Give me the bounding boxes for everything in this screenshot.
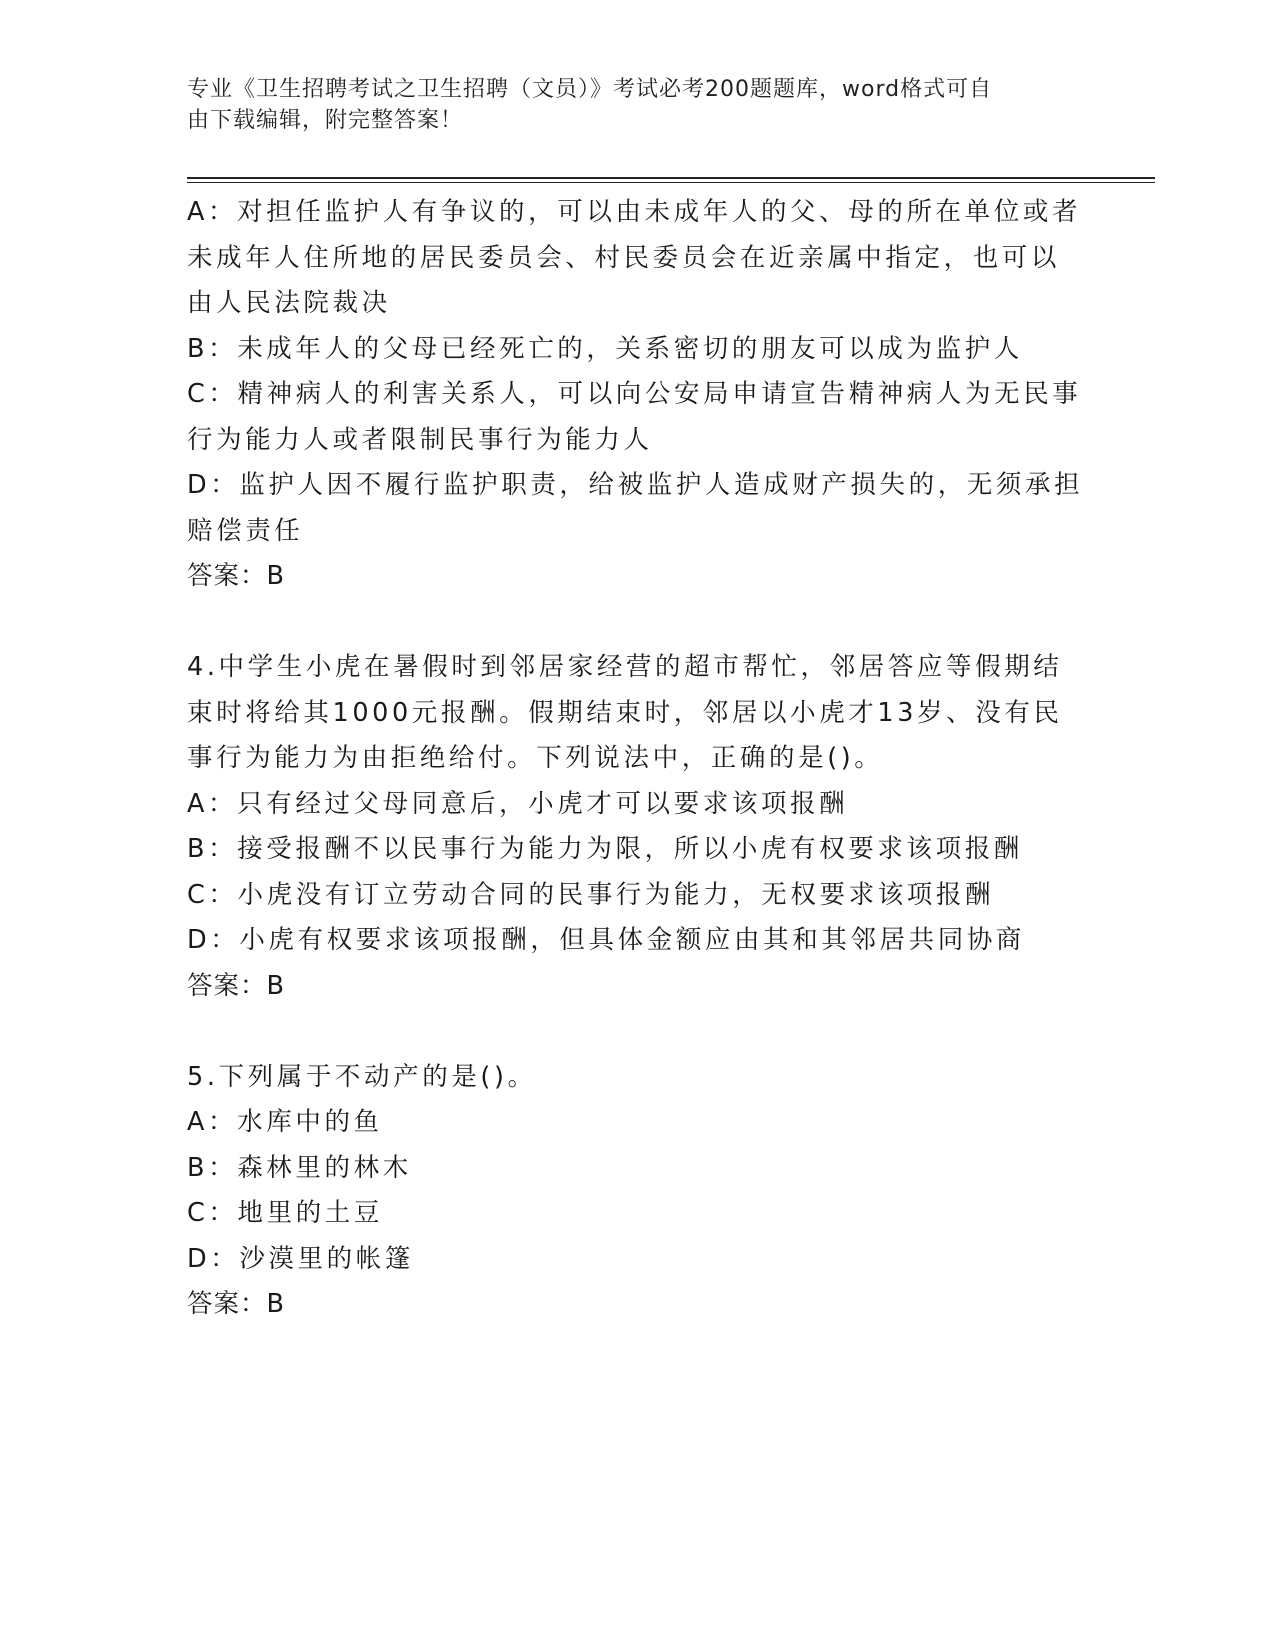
option-c: C：小虎没有订立劳动合同的民事行为能力，无权要求该项报酬 xyxy=(187,879,995,910)
spacer xyxy=(187,1009,1087,1055)
option-line: D：监护人因不履行监护职责，给被监护人造成财产损失的，无须承担 xyxy=(187,470,1084,500)
header-line-1: 专业《卫生招聘考试之卫生招聘（文员）》考试必考200题题库，word格式可自 xyxy=(187,77,993,102)
stem-line: 束时将给其1000元报酬。假期结束时，邻居以小虎才13岁、没有民 xyxy=(187,697,1063,728)
spacer xyxy=(187,600,1087,646)
header-divider-thin xyxy=(187,182,1155,183)
stem-line: 4.中学生小虎在暑假时到邻居家经营的超市帮忙，邻居答应等假期结 xyxy=(187,652,1063,682)
header-line-2: 由下载编辑，附完整答案！ xyxy=(187,108,464,133)
option-line: 赔偿责任 xyxy=(187,515,304,546)
answer: 答案：B xyxy=(187,1289,285,1319)
answer: 答案：B xyxy=(187,561,285,591)
question-3 xyxy=(187,190,1087,600)
stem-line: 事行为能力为由拒绝给付。下列说法中，正确的是()。 xyxy=(187,743,884,773)
option-c xyxy=(187,372,1087,463)
option-line: 未成年人住所地的居民委员会、村民委员会在近亲属中指定，也可以 xyxy=(187,242,1061,273)
option-d: D：小虎有权要求该项报酬，但具体金额应由其和其邻居共同协商 xyxy=(187,925,1026,955)
question-stem xyxy=(187,645,1087,782)
option-a: A：只有经过父母同意后，小虎才可以要求该项报酬 xyxy=(187,788,849,819)
document-header xyxy=(187,74,1067,136)
option-b: B：接受报酬不以民事行为能力为限，所以小虎有权要求该项报酬 xyxy=(187,834,1023,864)
option-c: C：地里的土豆 xyxy=(187,1198,384,1228)
option-b: B：森林里的林木 xyxy=(187,1152,412,1183)
question-4 xyxy=(187,645,1087,1009)
option-line: C：精神病人的利害关系人，可以向公安局申请宣告精神病人为无民事 xyxy=(187,379,1082,409)
option-a xyxy=(187,190,1087,327)
question-list xyxy=(187,190,1087,1328)
option-d: D：沙漠里的帐篷 xyxy=(187,1243,414,1274)
header-divider-thick xyxy=(187,177,1155,179)
question-stem: 5.下列属于不动产的是()。 xyxy=(187,1061,537,1092)
answer: 答案：B xyxy=(187,970,285,1001)
option-d xyxy=(187,463,1087,554)
option-line: 行为能力人或者限制民事行为能力人 xyxy=(187,424,653,455)
option-line: A：对担任监护人有争议的，可以由未成年人的父、母的所在单位或者 xyxy=(187,197,1082,227)
option-b: B：未成年人的父母已经死亡的，关系密切的朋友可以成为监护人 xyxy=(187,333,1023,364)
question-5 xyxy=(187,1055,1087,1328)
option-line: 由人民法院裁决 xyxy=(187,288,391,318)
option-a: A：水库中的鱼 xyxy=(187,1107,383,1137)
